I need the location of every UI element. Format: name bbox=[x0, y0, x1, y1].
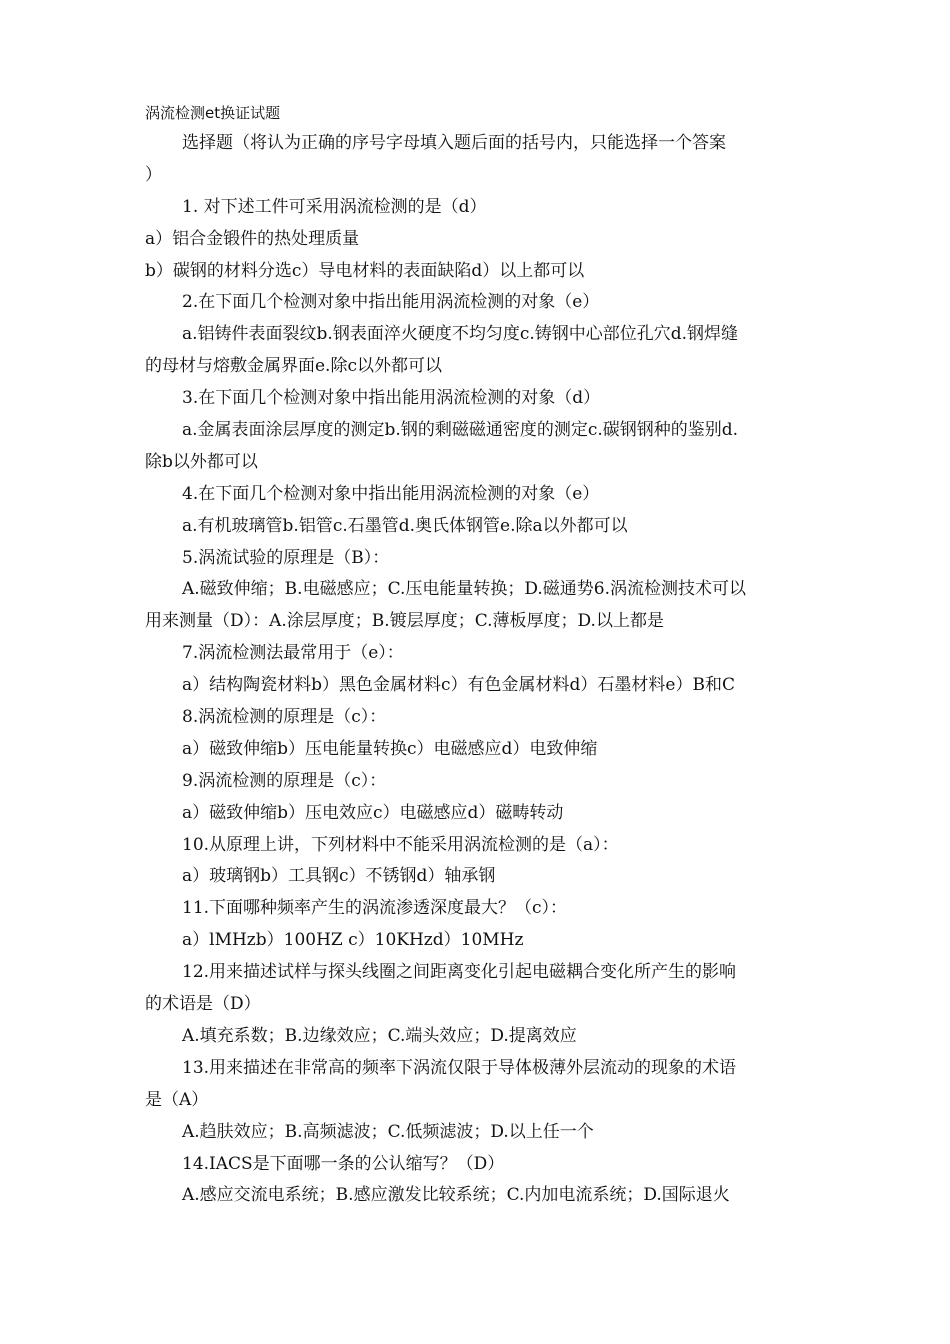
text-line: A.填充系数；B.边缘效应；C.端头效应；D.提离效应 bbox=[182, 1025, 577, 1046]
text-line: 5.涡流试验的原理是（B）： bbox=[182, 547, 390, 568]
text-line: a）lMHzb）100HZ c）10KHzd）10MHz bbox=[182, 930, 524, 951]
text-line: 的母材与熔敷金属界面e.除c以外都可以 bbox=[145, 356, 442, 377]
text-line: a）磁致伸缩b）压电能量转换c）电磁感应d）电致伸缩 bbox=[182, 738, 598, 759]
text-line: 4.在下面几个检测对象中指出能用涡流检测的对象（e） bbox=[182, 483, 600, 504]
text-line: a.有机玻璃管b.铝管c.石墨管d.奥氏体钢管e.除a以外都可以 bbox=[182, 515, 628, 536]
text-line: a）铝合金锻件的热处理质量 bbox=[145, 228, 360, 249]
text-line: 用来测量（D）：A.涂层厚度；B.镀层厚度；C.薄板厚度；D.以上都是 bbox=[145, 611, 664, 632]
text-line: 10.从原理上讲，下列材料中不能采用涡流检测的是（a）： bbox=[182, 834, 619, 855]
text-line: A.趋肤效应；B.高频滤波；C.低频滤波；D.以上任一个 bbox=[182, 1121, 594, 1142]
text-line: 13.用来描述在非常高的频率下涡流仅限于导体极薄外层流动的现象的术语 bbox=[182, 1057, 737, 1078]
document-title: 涡流检测et换证试题 bbox=[145, 104, 281, 122]
text-line: a.金属表面涂层厚度的测定b.钢的剩磁磁通密度的测定c.碳钢钢种的鉴别d. bbox=[182, 420, 739, 441]
text-line: 3.在下面几个检测对象中指出能用涡流检测的对象（d） bbox=[182, 388, 601, 409]
document-body bbox=[145, 128, 810, 1212]
text-line: 7.涡流检测法最常用于（e）： bbox=[182, 643, 404, 664]
text-line: A.磁致伸缩；B.电磁感应；C.压电能量转换；D.磁通势6.涡流检测技术可以 bbox=[182, 579, 747, 600]
text-line: 2.在下面几个检测对象中指出能用涡流检测的对象（e） bbox=[182, 292, 600, 313]
text-line: a）玻璃钢b）工具钢c）不锈钢d）轴承钢 bbox=[182, 866, 496, 887]
text-line: 的术语是（D） bbox=[145, 994, 261, 1015]
text-line: a）磁致伸缩b）压电效应c）电磁感应d）磁畴转动 bbox=[182, 802, 564, 823]
text-line: 1. 对下述工件可采用涡流检测的是（d） bbox=[182, 196, 487, 217]
text-line: 9.涡流检测的原理是（c）： bbox=[182, 770, 387, 791]
text-line: a）结构陶瓷材料b）黑色金属材料c）有色金属材料d）石墨材料e）B和C bbox=[182, 675, 735, 696]
text-line: 12.用来描述试样与探头线圈之间距离变化引起电磁耦合变化所产生的影响 bbox=[182, 962, 737, 983]
text-line: 8.涡流检测的原理是（c）： bbox=[182, 707, 387, 728]
text-line: 14.IACS是下面哪一条的公认缩写？（D） bbox=[182, 1153, 505, 1174]
text-line: A.感应交流电系统；B.感应激发比较系统；C.内加电流系统；D.国际退火 bbox=[182, 1185, 730, 1206]
text-line: 11.下面哪种频率产生的涡流渗透深度最大？（c）： bbox=[182, 898, 568, 919]
text-line: 选择题（将认为正确的序号字母填入题后面的括号内，只能选择一个答案 bbox=[182, 133, 726, 153]
text-line: 是（A） bbox=[145, 1089, 209, 1110]
text-line: 除b以外都可以 bbox=[145, 451, 258, 472]
text-line: a.铝铸件表面裂纹b.钢表面淬火硬度不均匀度c.铸钢中心部位孔穴d.钢焊缝 bbox=[182, 324, 739, 345]
text-line: ） bbox=[145, 164, 162, 185]
text-line: b）碳钢的材料分选c）导电材料的表面缺陷d）以上都可以 bbox=[145, 260, 585, 281]
